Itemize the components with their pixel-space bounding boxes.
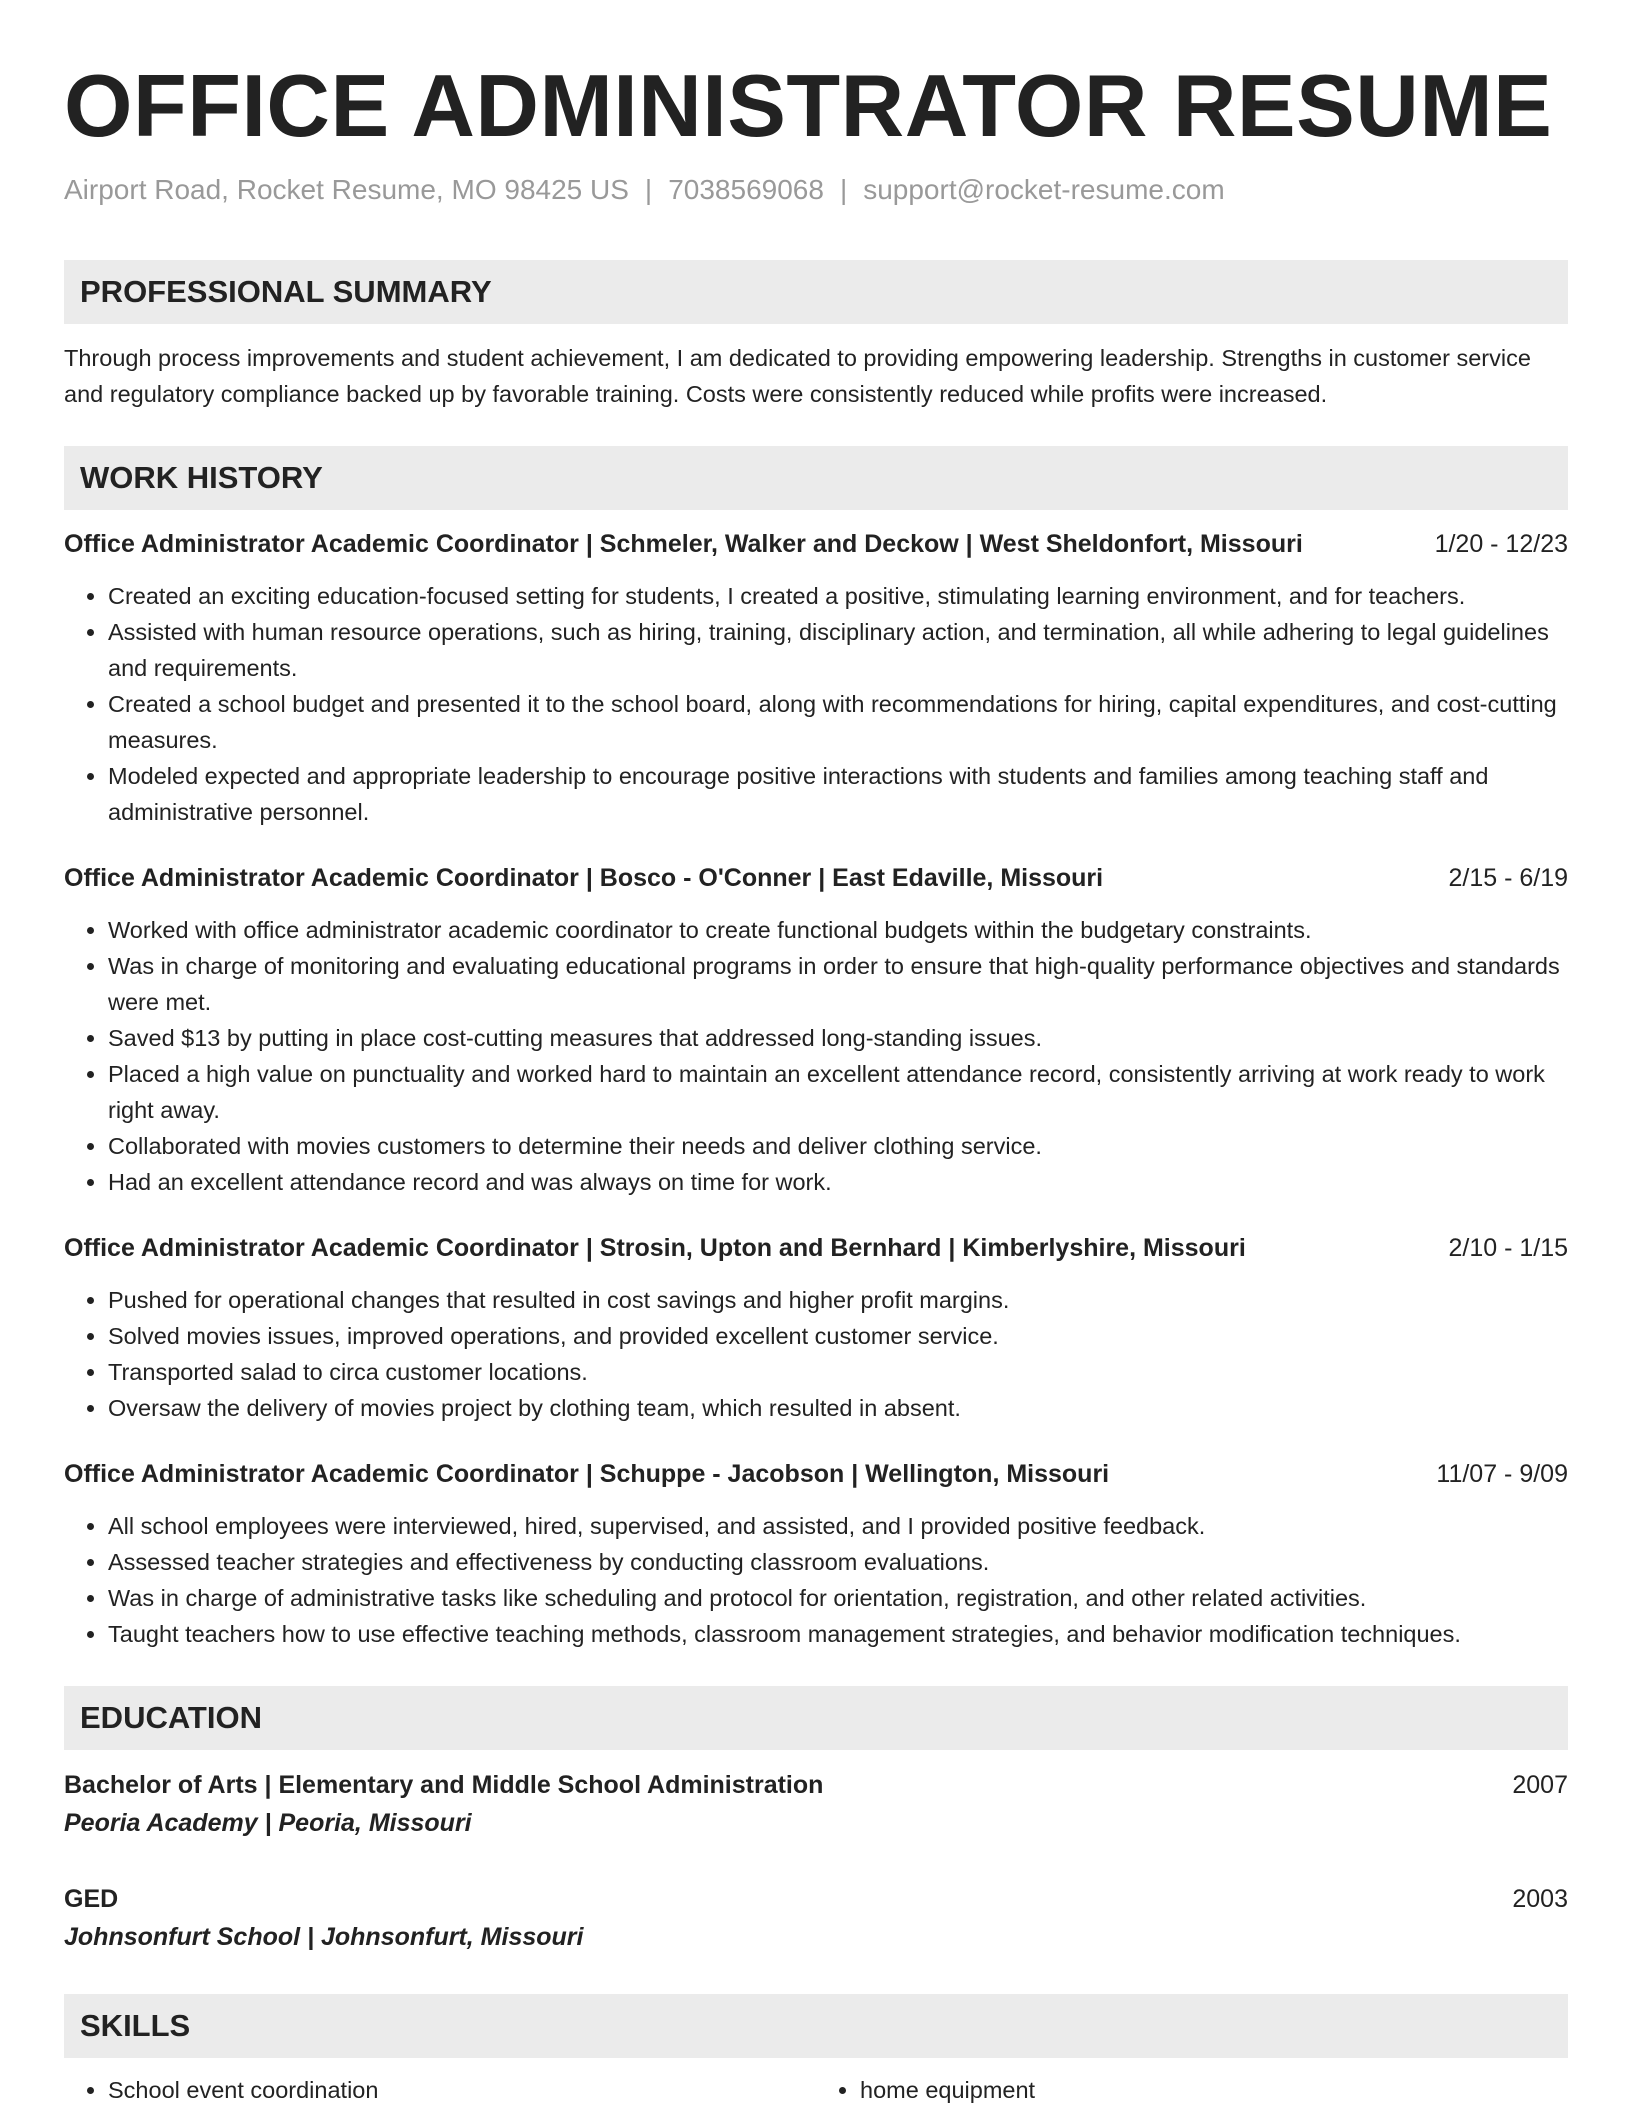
summary-heading: PROFESSIONAL SUMMARY xyxy=(64,260,1568,324)
job-bullets xyxy=(64,1282,1568,1426)
job-bullet: • Modeled expected and appropriate leadership to encourage positive interactions with students and families among teaching staff and administrative personnel. xyxy=(108,758,1568,830)
skills-column-left xyxy=(64,2072,816,2108)
job-entry xyxy=(64,1230,1568,1426)
education-entry xyxy=(64,1880,1568,1956)
job-bullet: • Was in charge of monitoring and evaluating educational programs in order to ensure that high-quality performance objectives and standards were met. xyxy=(108,948,1568,1020)
contact-separator: | xyxy=(644,174,653,205)
skills-heading: SKILLS xyxy=(64,1994,1568,2058)
contact-email[interactable]: support@rocket-resume.com xyxy=(863,174,1225,205)
job-bullets xyxy=(64,1508,1568,1652)
education-year: 2003 xyxy=(1512,1885,1568,1913)
job-bullet: • Transported salad to circa customer locations. xyxy=(108,1354,1568,1390)
job-title: Office Administrator Academic Coordinator | Schuppe - Jacobson | Wellington, Missouri xyxy=(64,1460,1110,1488)
job-title: Office Administrator Academic Coordinator | Schmeler, Walker and Deckow | West Sheldonfort, Missouri xyxy=(64,530,1303,558)
job-bullet: • Worked with office administrator academic coordinator to create functional budgets within the budgetary constraints. xyxy=(108,912,1568,948)
job-dates: 1/20 - 12/23 xyxy=(1434,530,1568,558)
job-bullet: • Collaborated with movies customers to determine their needs and deliver clothing service. xyxy=(108,1128,1568,1164)
resume-title: OFFICE ADMINISTRATOR RESUME xyxy=(64,56,1553,155)
contact-address: Airport Road, Rocket Resume, MO 98425 US xyxy=(64,174,629,205)
job-bullets xyxy=(64,912,1568,1200)
job-bullet: • Assessed teacher strategies and effectiveness by conducting classroom evaluations. xyxy=(108,1544,1568,1580)
job-title: Office Administrator Academic Coordinator | Strosin, Upton and Bernhard | Kimberlyshire, Missouri xyxy=(64,1234,1246,1262)
job-entry xyxy=(64,1456,1568,1652)
job-entry xyxy=(64,860,1568,1200)
education-heading: EDUCATION xyxy=(64,1686,1568,1750)
job-dates: 2/15 - 6/19 xyxy=(1448,864,1568,892)
job-bullet: • Placed a high value on punctuality and worked hard to maintain an excellent attendance record, consistently arriving at work ready to work right away. xyxy=(108,1056,1568,1128)
job-bullet: • Saved $13 by putting in place cost-cutting measures that addressed long-standing issues. xyxy=(108,1020,1568,1056)
contact-line xyxy=(64,172,1568,208)
job-bullet: • Pushed for operational changes that resulted in cost savings and higher profit margins. xyxy=(108,1282,1568,1318)
contact-phone: 7038569068 xyxy=(668,174,824,205)
job-dates: 2/10 - 1/15 xyxy=(1448,1234,1568,1262)
work-history-heading: WORK HISTORY xyxy=(64,446,1568,510)
job-bullet: • Taught teachers how to use effective teaching methods, classroom management strategies, and behavior modification techniques. xyxy=(108,1616,1568,1652)
job-title: Office Administrator Academic Coordinator | Bosco - O'Conner | East Edaville, Missouri xyxy=(64,864,1104,892)
education-entry xyxy=(64,1766,1568,1842)
education-school: Peoria Academy | Peoria, Missouri xyxy=(64,1809,472,1837)
job-bullet: • All school employees were interviewed, hired, supervised, and assisted, and I provided positive feedback. xyxy=(108,1508,1568,1544)
job-bullet: • Oversaw the delivery of movies project by clothing team, which resulted in absent. xyxy=(108,1390,1568,1426)
education-degree: GED xyxy=(64,1885,119,1913)
job-bullet: • Assisted with human resource operations, such as hiring, training, disciplinary action, and termination, all while adhering to legal guidelines and requirements. xyxy=(108,614,1568,686)
education-degree: Bachelor of Arts | Elementary and Middle School Administration xyxy=(64,1771,824,1799)
job-bullet: • Had an excellent attendance record and was always on time for work. xyxy=(108,1164,1568,1200)
job-bullet: • Was in charge of administrative tasks like scheduling and protocol for orientation, registration, and other related activities. xyxy=(108,1580,1568,1616)
job-bullet: • Created an exciting education-focused setting for students, I created a positive, stimulating learning environment, and for teachers. xyxy=(108,578,1568,614)
skills-column-right xyxy=(816,2072,1568,2108)
skill-item: • home equipment xyxy=(860,2072,1568,2108)
job-bullet: • Created a school budget and presented it to the school board, along with recommendations for hiring, capital expenditures, and cost-cutting measures. xyxy=(108,686,1568,758)
skills-list xyxy=(64,2072,1568,2108)
education-school: Johnsonfurt School | Johnsonfurt, Missouri xyxy=(64,1923,584,1951)
summary-text: Through process improvements and student achievement, I am dedicated to providing empowering leadership. Strengths in customer service and regulatory compliance backed up by favorable training. Costs were consistently reduced while profits were increased. xyxy=(64,345,1531,407)
job-dates: 11/07 - 9/09 xyxy=(1436,1460,1568,1488)
job-bullets xyxy=(64,578,1568,830)
job-bullet: • Solved movies issues, improved operations, and provided excellent customer service. xyxy=(108,1318,1568,1354)
contact-separator: | xyxy=(839,174,848,205)
job-entry xyxy=(64,526,1568,830)
skill-item: • School event coordination xyxy=(108,2072,816,2108)
education-year: 2007 xyxy=(1512,1771,1568,1799)
